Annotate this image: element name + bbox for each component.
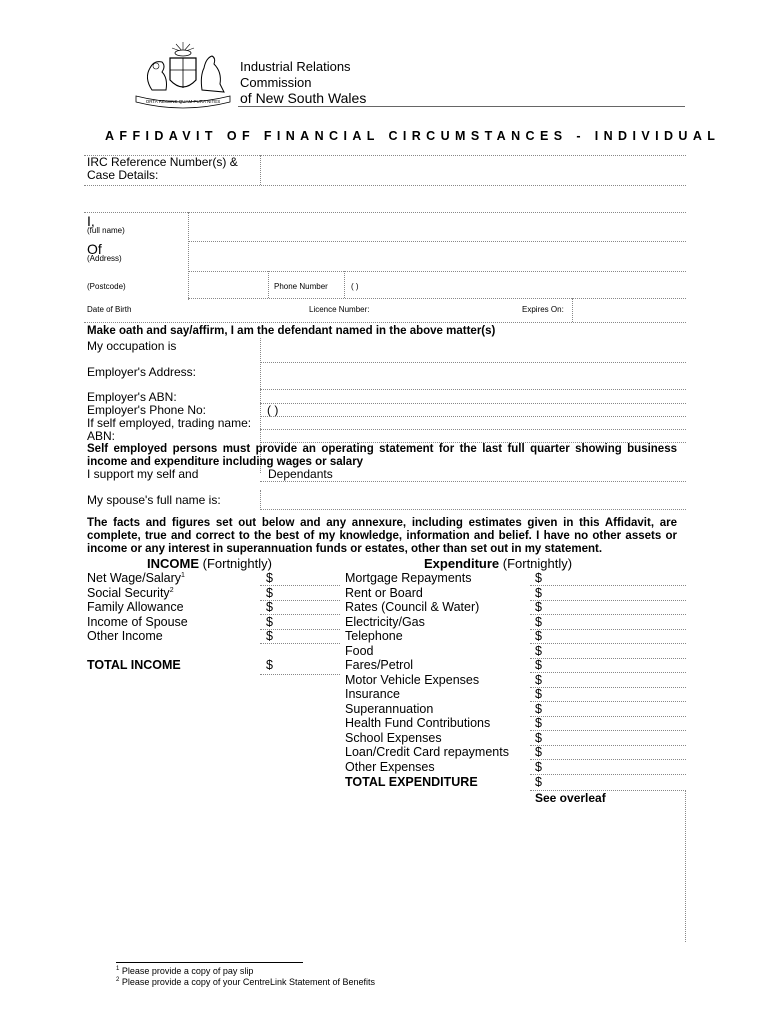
crest-motto: ORTA RECENS QUAM PURA NITES xyxy=(145,99,221,104)
phone-number-field[interactable]: ( ) xyxy=(351,282,359,291)
postcode-field[interactable] xyxy=(190,272,266,298)
total-expenditure-field[interactable] xyxy=(546,776,682,790)
expenditure-amount-field[interactable] xyxy=(546,601,682,614)
org-name-line2: Commission xyxy=(240,75,312,90)
expenditure-currency: $ xyxy=(535,658,542,672)
footnote-1: $^1$ Please provide a copy of pay slip xyxy=(116,966,254,976)
org-name-line3: of New South Wales xyxy=(240,90,367,106)
income-currency: $ xyxy=(266,600,273,614)
date-of-birth-field[interactable] xyxy=(190,299,300,321)
income-item-label: Income of Spouse xyxy=(87,614,188,629)
licence-number-label: Licence Number: xyxy=(309,305,370,314)
expenditure-amount-field[interactable] xyxy=(546,732,682,745)
expenditure-item-label: Electricity/Gas xyxy=(345,614,425,629)
expenditure-item-label: School Expenses xyxy=(345,730,442,745)
employer-abn-label: Employer's ABN: xyxy=(87,390,177,404)
expenditure-currency: $ xyxy=(535,600,542,614)
self-employed-note: Self employed persons must provide an operating statement for the last full quarter showing business income and expenditure including wages or salary xyxy=(87,443,677,468)
header-rule xyxy=(238,106,685,107)
oath-statement: Make oath and say/affirm, I am the defendant named in the above matter(s) xyxy=(87,325,496,337)
expenditure-field-underline xyxy=(530,774,686,775)
expenditure-currency: $ xyxy=(535,571,542,585)
expenditure-currency: $ xyxy=(535,759,542,774)
occupation-field[interactable] xyxy=(262,338,684,362)
expenditure-item-label: Insurance xyxy=(345,687,400,701)
i-label: I, xyxy=(87,213,95,229)
expenditure-item-label: Superannuation xyxy=(345,701,434,716)
total-income-label: TOTAL INCOME xyxy=(87,658,181,672)
support-label: I support my self and xyxy=(87,467,199,481)
expenditure-currency: $ xyxy=(535,614,542,629)
income-item-label: Family Allowance xyxy=(87,600,184,614)
expenditure-amount-field[interactable] xyxy=(546,746,682,759)
expenditure-amount-field[interactable] xyxy=(546,616,682,629)
income-amount-field[interactable] xyxy=(276,572,336,585)
expenditure-amount-field[interactable] xyxy=(546,645,682,658)
expenditure-item-label: Fares/Petrol xyxy=(345,658,414,672)
irc-reference-label: IRC Reference Number(s) & Case Details: xyxy=(87,155,238,182)
expenditure-item-label: Mortgage Repayments xyxy=(345,571,472,585)
employer-address-field[interactable] xyxy=(262,363,684,389)
expires-on-field[interactable] xyxy=(574,299,684,321)
footnote-2: $^2$ Please provide a copy of your CentreLink Statement of Benefits xyxy=(116,977,376,987)
expenditure-item-label: Health Fund Contributions xyxy=(345,716,491,730)
expenditure-amount-field[interactable] xyxy=(546,572,682,585)
trading-name-field[interactable] xyxy=(262,417,684,429)
expenditure-currency: $ xyxy=(535,701,542,716)
expenditure-item-label: Motor Vehicle Expenses xyxy=(345,672,480,687)
expenditure-amount-field[interactable] xyxy=(546,761,682,774)
expenditure-amount-field[interactable] xyxy=(546,674,682,687)
employer-phone-field[interactable]: ( ) xyxy=(267,403,279,417)
full-name-field[interactable] xyxy=(190,213,684,239)
income-item-label: Net Wage/Salary$^1$ xyxy=(87,571,185,585)
employer-address-label: Employer's Address: xyxy=(87,365,197,379)
employer-phone-label: Employer's Phone No: xyxy=(87,403,207,417)
income-currency: $ xyxy=(266,571,273,585)
expenditure-item-label: Loan/Credit Card repayments xyxy=(345,745,509,759)
expenditure-currency: $ xyxy=(535,716,542,730)
expenditure-item-label: Other Expenses xyxy=(345,759,435,774)
expenditure-amount-field[interactable] xyxy=(546,703,682,716)
expenditure-item-label: Rent or Board xyxy=(345,585,423,600)
income-amount-field[interactable] xyxy=(276,630,336,643)
footnote-marker: 1 xyxy=(181,571,185,579)
expenditure-currency: $ xyxy=(535,687,542,701)
address-hint: (Address) xyxy=(87,254,122,263)
dependants-count-field[interactable] xyxy=(225,467,259,480)
income-field-underline xyxy=(260,643,340,644)
income-amount-field[interactable] xyxy=(276,587,336,600)
expenditure-currency: $ xyxy=(535,585,542,600)
employer-abn-field[interactable] xyxy=(262,390,684,403)
expenditure-currency: $ xyxy=(535,643,542,658)
spouse-name-field[interactable] xyxy=(262,490,684,508)
footnote-rule xyxy=(116,962,303,963)
expenditure-currency: $ xyxy=(535,672,542,687)
nsw-crest-logo xyxy=(132,40,234,110)
phone-number-label: Phone Number xyxy=(274,282,328,291)
expenditure-currency: $ xyxy=(535,745,542,759)
income-amount-field[interactable] xyxy=(276,601,336,614)
org-name-line1: Industrial Relations xyxy=(240,59,351,74)
document-title: AFFIDAVIT OF FINANCIAL CIRCUMSTANCES - INDIVIDUAL xyxy=(105,129,721,143)
expenditure-currency: $ xyxy=(535,629,542,643)
declaration-text: The facts and figures set out below and any annexure, including estimates given in this Affidavit, are complete, true and correct to the best of my knowledge, information and belief. I have no other assets or income or any interest in superannuation funds or estates, other than set out in my statement. xyxy=(87,517,677,555)
total-income-field[interactable] xyxy=(276,659,336,673)
trading-name-label: If self employed, trading name: xyxy=(87,416,252,430)
footnote-marker: 2 xyxy=(169,586,174,594)
abn-field[interactable] xyxy=(262,430,684,442)
expenditure-heading: Expenditure (Fortnightly) xyxy=(424,556,573,571)
income-currency: $ xyxy=(266,585,273,600)
expires-on-label: Expires On: xyxy=(522,305,564,314)
licence-number-field[interactable] xyxy=(376,299,512,321)
irc-reference-field[interactable] xyxy=(262,156,684,184)
of-label: Of xyxy=(87,241,102,257)
expenditure-item-label: Telephone xyxy=(345,629,403,643)
postcode-hint: (Postcode) xyxy=(87,282,126,291)
expenditure-item-label: Rates (Council & Water) xyxy=(345,600,480,614)
full-name-hint: (full name) xyxy=(87,226,125,235)
expenditure-currency: $ xyxy=(535,730,542,745)
total-expenditure-currency: $ xyxy=(535,775,542,789)
address-field[interactable] xyxy=(190,242,684,270)
income-currency: $ xyxy=(266,629,273,643)
dependants-label: Dependants xyxy=(268,467,333,481)
see-overleaf: See overleaf xyxy=(535,791,606,805)
income-amount-field[interactable] xyxy=(276,616,336,629)
income-item-label: Social Security$^2$ xyxy=(87,585,174,600)
total-expenditure-label: TOTAL EXPENDITURE xyxy=(345,775,478,789)
spouse-name-label: My spouse's full name is: xyxy=(87,493,221,507)
expenditure-amount-field[interactable] xyxy=(546,587,682,600)
expenditure-amount-field[interactable] xyxy=(546,659,682,672)
expenditure-item-label: Food xyxy=(345,643,374,658)
expenditure-amount-field[interactable] xyxy=(546,688,682,701)
expenditure-amount-field[interactable] xyxy=(546,630,682,643)
expenditure-amount-field[interactable] xyxy=(546,717,682,730)
total-income-currency: $ xyxy=(266,658,273,672)
income-currency: $ xyxy=(266,614,273,629)
occupation-label: My occupation is xyxy=(87,339,177,353)
abn-label: ABN: xyxy=(87,429,116,443)
income-heading: INCOME (Fortnightly) xyxy=(147,556,272,571)
income-item-label: Other Income xyxy=(87,629,163,643)
date-of-birth-label: Date of Birth xyxy=(87,305,132,314)
